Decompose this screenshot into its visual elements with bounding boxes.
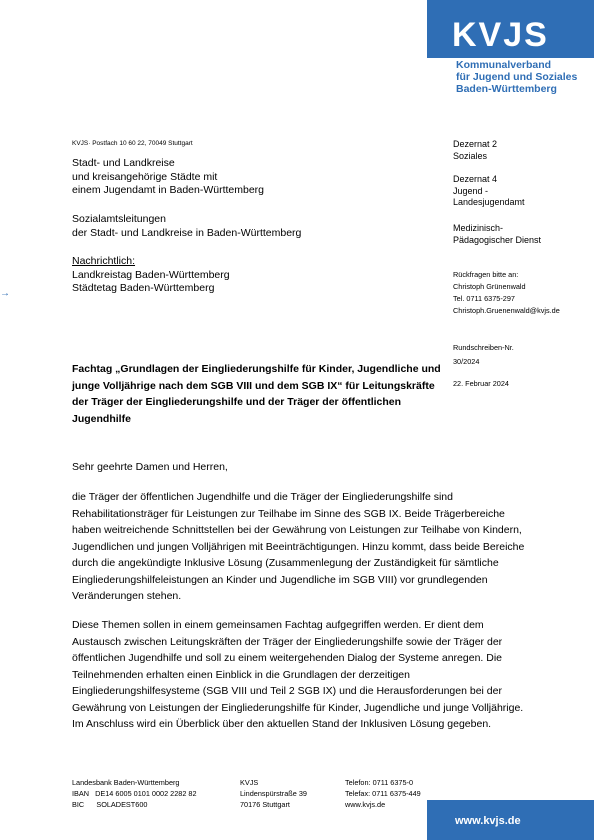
dept-line: Landesjugendamt (453, 197, 525, 207)
cc-group (72, 255, 230, 296)
cc-label: Nachrichtlich: (72, 255, 136, 267)
contact-email[interactable]: Christoph.Gruenenwald@kvjs.de (453, 306, 560, 315)
footer-line: KVJS (240, 778, 259, 787)
fold-mark-arrow-icon: → (0, 288, 10, 299)
dept-line: Dezernat 2 (453, 139, 498, 149)
footer-bank (72, 777, 197, 810)
dept-line: Pädagogischer Dienst (453, 234, 542, 245)
recipient-group-2 (72, 213, 301, 240)
url-badge-text[interactable]: www.kvjs.de (455, 815, 521, 827)
dept-line: Soziales (453, 150, 488, 161)
contact-block (453, 269, 560, 317)
recipient-line: der Stadt- und Landkreise in Baden-Württemberg (72, 226, 302, 239)
footer-line: Telefon: 0711 6375-0 (345, 778, 414, 787)
footer-website-link[interactable]: www.kvjs.de (345, 800, 386, 809)
circular-number (453, 341, 514, 369)
body-paragraph-2: Diese Themen sollen in einem gemeinsamen Fachtag aufgegriffen werden. Er dient dem Austausch zwischen Leitungskräften der Träger der Eingliederungshilfe sowie der Träger der öffentlichen Jugendhilfe und soll zu einem weitergehenden Dialog der Systeme anregen. Die Teilnehmenden erhalten einen Einblick in die Grundlagen der derzeitigen Eingliederungshilfesysteme (SGB VIII und Teil 2 SGB IX) und die Herausforderungen bei der Gewährung von Leistungen der Eingliederungshilfe für Kinder, Jugendliche und junge Volljährige. Im Anschluss wird ein Überblick über den aktuellen Stand der Inklusiven Lösung gegeben. (72, 619, 524, 730)
recipient-group-1 (72, 157, 264, 198)
circular-label: Rundschreiben-Nr. (453, 343, 514, 352)
footer-address (240, 777, 307, 810)
medical-service (453, 223, 541, 246)
recipient-line: Sozialamtsleitungen (72, 213, 166, 225)
contact-line: Tel. 0711 6375-297 (453, 294, 515, 303)
org-line: Kommunalverband (456, 59, 552, 71)
department-2 (453, 139, 497, 162)
footer-line: Telefax: 0711 6375-449 (345, 789, 421, 798)
organization-name (456, 59, 577, 95)
dept-line: Dezernat 4 (453, 174, 498, 184)
recipient-line: und kreisangehörige Städte mit (72, 170, 218, 183)
salutation: Sehr geehrte Damen und Herren, (72, 461, 228, 473)
logo-text: KVJS (452, 16, 549, 54)
recipient-line: einem Jugendamt in Baden-Württemberg (72, 184, 265, 196)
footer-line: Lindenspürstraße 39 (240, 789, 307, 798)
dept-line: Jugend - (453, 185, 489, 196)
circular-value: 30/2024 (453, 357, 480, 366)
body-paragraph-1: die Träger der öffentlichen Jugendhilfe und die Träger der Eingliederungshilfe sind Rehabilitationsträger für Leistungen zur Teilhabe im Sinne des SGB IX. Beide Trägerbereiche haben weitreichende Schnittstellen bei der Gewährung von Leistungen zur Teilhabe von Kindern, Jugendlichen und jungen Volljährigen mit Beeinträchtigungen. Hinzu kommt, dass beide Bereiche durch die angekündigte Inklusive Lösung (Zusammenlegung der Zuständigkeit für sämtliche Eingliederungshilfeleistungen an Kinder und Jugendliche im SGB VIII) vor grundlegenden Veränderungen stehen. (72, 491, 525, 602)
cc-line: Städtetag Baden-Württemberg (72, 282, 215, 294)
contact-line: Rückfragen bitte an: (453, 270, 519, 279)
recipient-line: Stadt- und Landkreise (72, 157, 175, 169)
letter-date: 22. Februar 2024 (453, 379, 509, 388)
footer-line: IBAN DE14 6005 0101 0002 2282 82 (72, 789, 197, 798)
org-line: Baden-Württemberg (456, 83, 557, 95)
dept-line: Medizinisch- (453, 223, 504, 233)
footer-line: 70176 Stuttgart (240, 800, 290, 809)
contact-line: Christoph Grünenwald (453, 282, 526, 291)
org-line: für Jugend und Soziales (456, 71, 578, 83)
footer-line: BIC SOLADEST600 (72, 800, 148, 809)
department-4 (453, 174, 525, 209)
footer-phone (345, 777, 421, 810)
sender-line: KVJS· Postfach 10 60 22, 70049 Stuttgart (72, 140, 193, 147)
cc-line: Landkreistag Baden-Württemberg (72, 268, 230, 281)
letter-subject: Fachtag „Grundlagen der Eingliederungshilfe für Kinder, Jugendliche und junge Volljährige nach dem SGB VIII und dem SGB IX“ für Leitungskräfte der Träger der Eingliederungshilfe und der Träger der öffentlichen Jugendhilfe (72, 363, 441, 425)
footer-line: Landesbank Baden-Württemberg (72, 778, 180, 787)
